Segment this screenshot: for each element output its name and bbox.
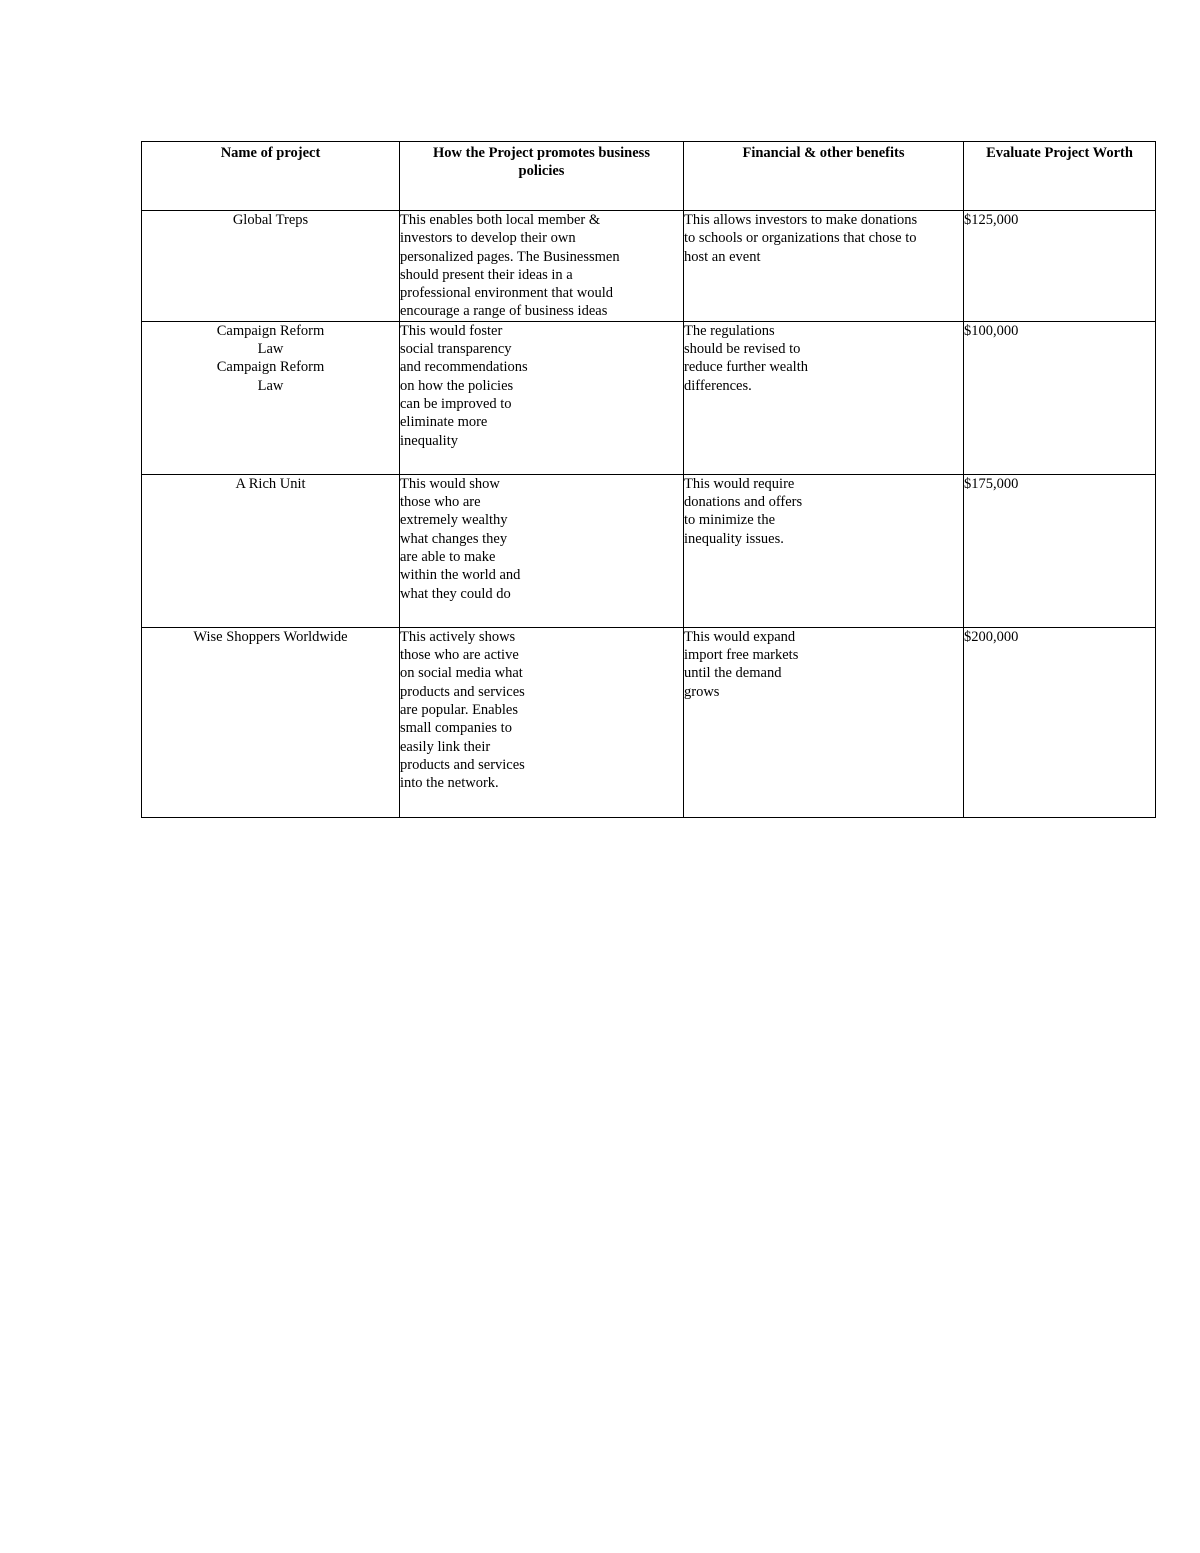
promotes-policies-cell-line: can be improved to xyxy=(400,395,512,412)
project-name-cell-line: Global Treps xyxy=(232,212,309,228)
promotes-policies-cell-line: investors to develop their own xyxy=(400,230,576,247)
promotes-policies-cell-line: are popular. Enables xyxy=(400,701,518,718)
project-name-cell xyxy=(142,474,400,627)
financial-benefits-cell-line: inequality issues. xyxy=(684,530,784,547)
promotes-policies-cell-line: what they could do xyxy=(400,585,511,602)
project-name-cell-line: Campaign Reform xyxy=(216,359,325,376)
promotes-policies-cell-line: This would show xyxy=(400,475,500,492)
promotes-policies-cell-line: small companies to xyxy=(400,720,512,737)
promotes-policies-cell-line: This would foster xyxy=(400,322,503,339)
promotes-policies-cell xyxy=(400,627,684,817)
promotes-policies-cell-line: products and services xyxy=(400,683,525,700)
header-evaluate-worth: Evaluate Project Worth xyxy=(964,142,1156,211)
financial-benefits-cell-line: This allows investors to make donations xyxy=(684,212,918,228)
promotes-policies-cell-line: within the world and xyxy=(400,567,521,584)
promotes-policies-cell-line: This enables both local member & xyxy=(400,212,601,228)
project-worth-cell: $175,000 xyxy=(964,474,1156,627)
promotes-policies-cell-line: those who are xyxy=(400,494,481,511)
project-name-cell-line: Law xyxy=(257,341,284,358)
promotes-policies-cell-line: personalized pages. The Businessmen xyxy=(400,248,620,265)
header-how-promotes: How the Project promotes business policies xyxy=(400,142,684,211)
promotes-policies-cell xyxy=(400,211,684,322)
project-name-cell xyxy=(142,321,400,474)
project-worth-cell: $125,000 xyxy=(964,211,1156,322)
financial-benefits-cell-line: should be revised to xyxy=(684,341,801,358)
promotes-policies-cell-line: should present their ideas in a xyxy=(400,266,573,283)
promotes-policies-cell-line: what changes they xyxy=(400,530,508,547)
promotes-policies-cell-line: inequality xyxy=(400,432,458,449)
financial-benefits-cell xyxy=(684,474,964,627)
promotes-policies-cell-line: on social media what xyxy=(400,665,523,682)
table-row-a-rich-unit xyxy=(142,474,1156,627)
promotes-policies-cell-line: This actively shows xyxy=(400,628,516,645)
financial-benefits-cell xyxy=(684,321,964,474)
promotes-policies-cell-line: into the network. xyxy=(400,775,499,792)
project-worth-cell: $100,000 xyxy=(964,321,1156,474)
promotes-policies-cell-line: eliminate more xyxy=(400,414,488,431)
project-name-cell xyxy=(142,211,400,322)
financial-benefits-cell-line: import free markets xyxy=(684,647,799,664)
promotes-policies-cell-line: professional environment that would xyxy=(400,285,614,302)
promotes-policies-cell-line: encourage a range of business ideas xyxy=(400,303,608,320)
promotes-policies-cell-line: extremely wealthy xyxy=(400,512,508,529)
project-name-cell-line: Campaign Reform xyxy=(216,322,325,339)
table-row-campaign-reform-law xyxy=(142,321,1156,474)
financial-benefits-cell-line: donations and offers xyxy=(684,494,803,511)
financial-benefits-cell-line: host an event xyxy=(684,248,761,265)
financial-benefits-cell-line: until the demand xyxy=(684,665,782,682)
projects-table xyxy=(141,141,1156,818)
promotes-policies-cell-line: are able to make xyxy=(400,548,496,565)
promotes-policies-cell-line: and recommendations xyxy=(400,359,528,376)
financial-benefits-cell-line: differences. xyxy=(684,377,752,394)
financial-benefits-cell xyxy=(684,627,964,817)
promotes-policies-cell-line: on how the policies xyxy=(400,377,514,394)
promotes-policies-cell-line: easily link their xyxy=(400,738,491,755)
header-name-of-project: Name of project xyxy=(142,142,400,211)
project-worth-cell: $200,000 xyxy=(964,627,1156,817)
project-name-cell-line: Wise Shoppers Worldwide xyxy=(193,628,348,645)
project-name-cell-line: Law xyxy=(257,377,284,394)
table-body xyxy=(142,211,1156,818)
project-name-cell-line: A Rich Unit xyxy=(235,475,306,492)
promotes-policies-cell xyxy=(400,321,684,474)
table-row-wise-shoppers-worldwide xyxy=(142,627,1156,817)
financial-benefits-cell-line: reduce further wealth xyxy=(684,359,808,376)
table-header-row xyxy=(142,142,1156,211)
financial-benefits-cell-line: to minimize the xyxy=(684,512,776,529)
financial-benefits-cell-line: to schools or organizations that chose to xyxy=(684,230,917,247)
promotes-policies-cell xyxy=(400,474,684,627)
header-financial-benefits: Financial & other benefits xyxy=(684,142,964,211)
financial-benefits-cell-line: This would expand xyxy=(684,628,796,645)
financial-benefits-cell xyxy=(684,211,964,322)
table-row-global-treps xyxy=(142,211,1156,322)
financial-benefits-cell-line: The regulations xyxy=(684,322,775,339)
promotes-policies-cell-line: social transparency xyxy=(400,341,512,358)
financial-benefits-cell-line: grows xyxy=(684,683,720,700)
promotes-policies-cell-line: products and services xyxy=(400,756,525,773)
financial-benefits-cell-line: This would require xyxy=(684,475,795,492)
project-name-cell xyxy=(142,627,400,817)
promotes-policies-cell-line: those who are active xyxy=(400,647,519,664)
